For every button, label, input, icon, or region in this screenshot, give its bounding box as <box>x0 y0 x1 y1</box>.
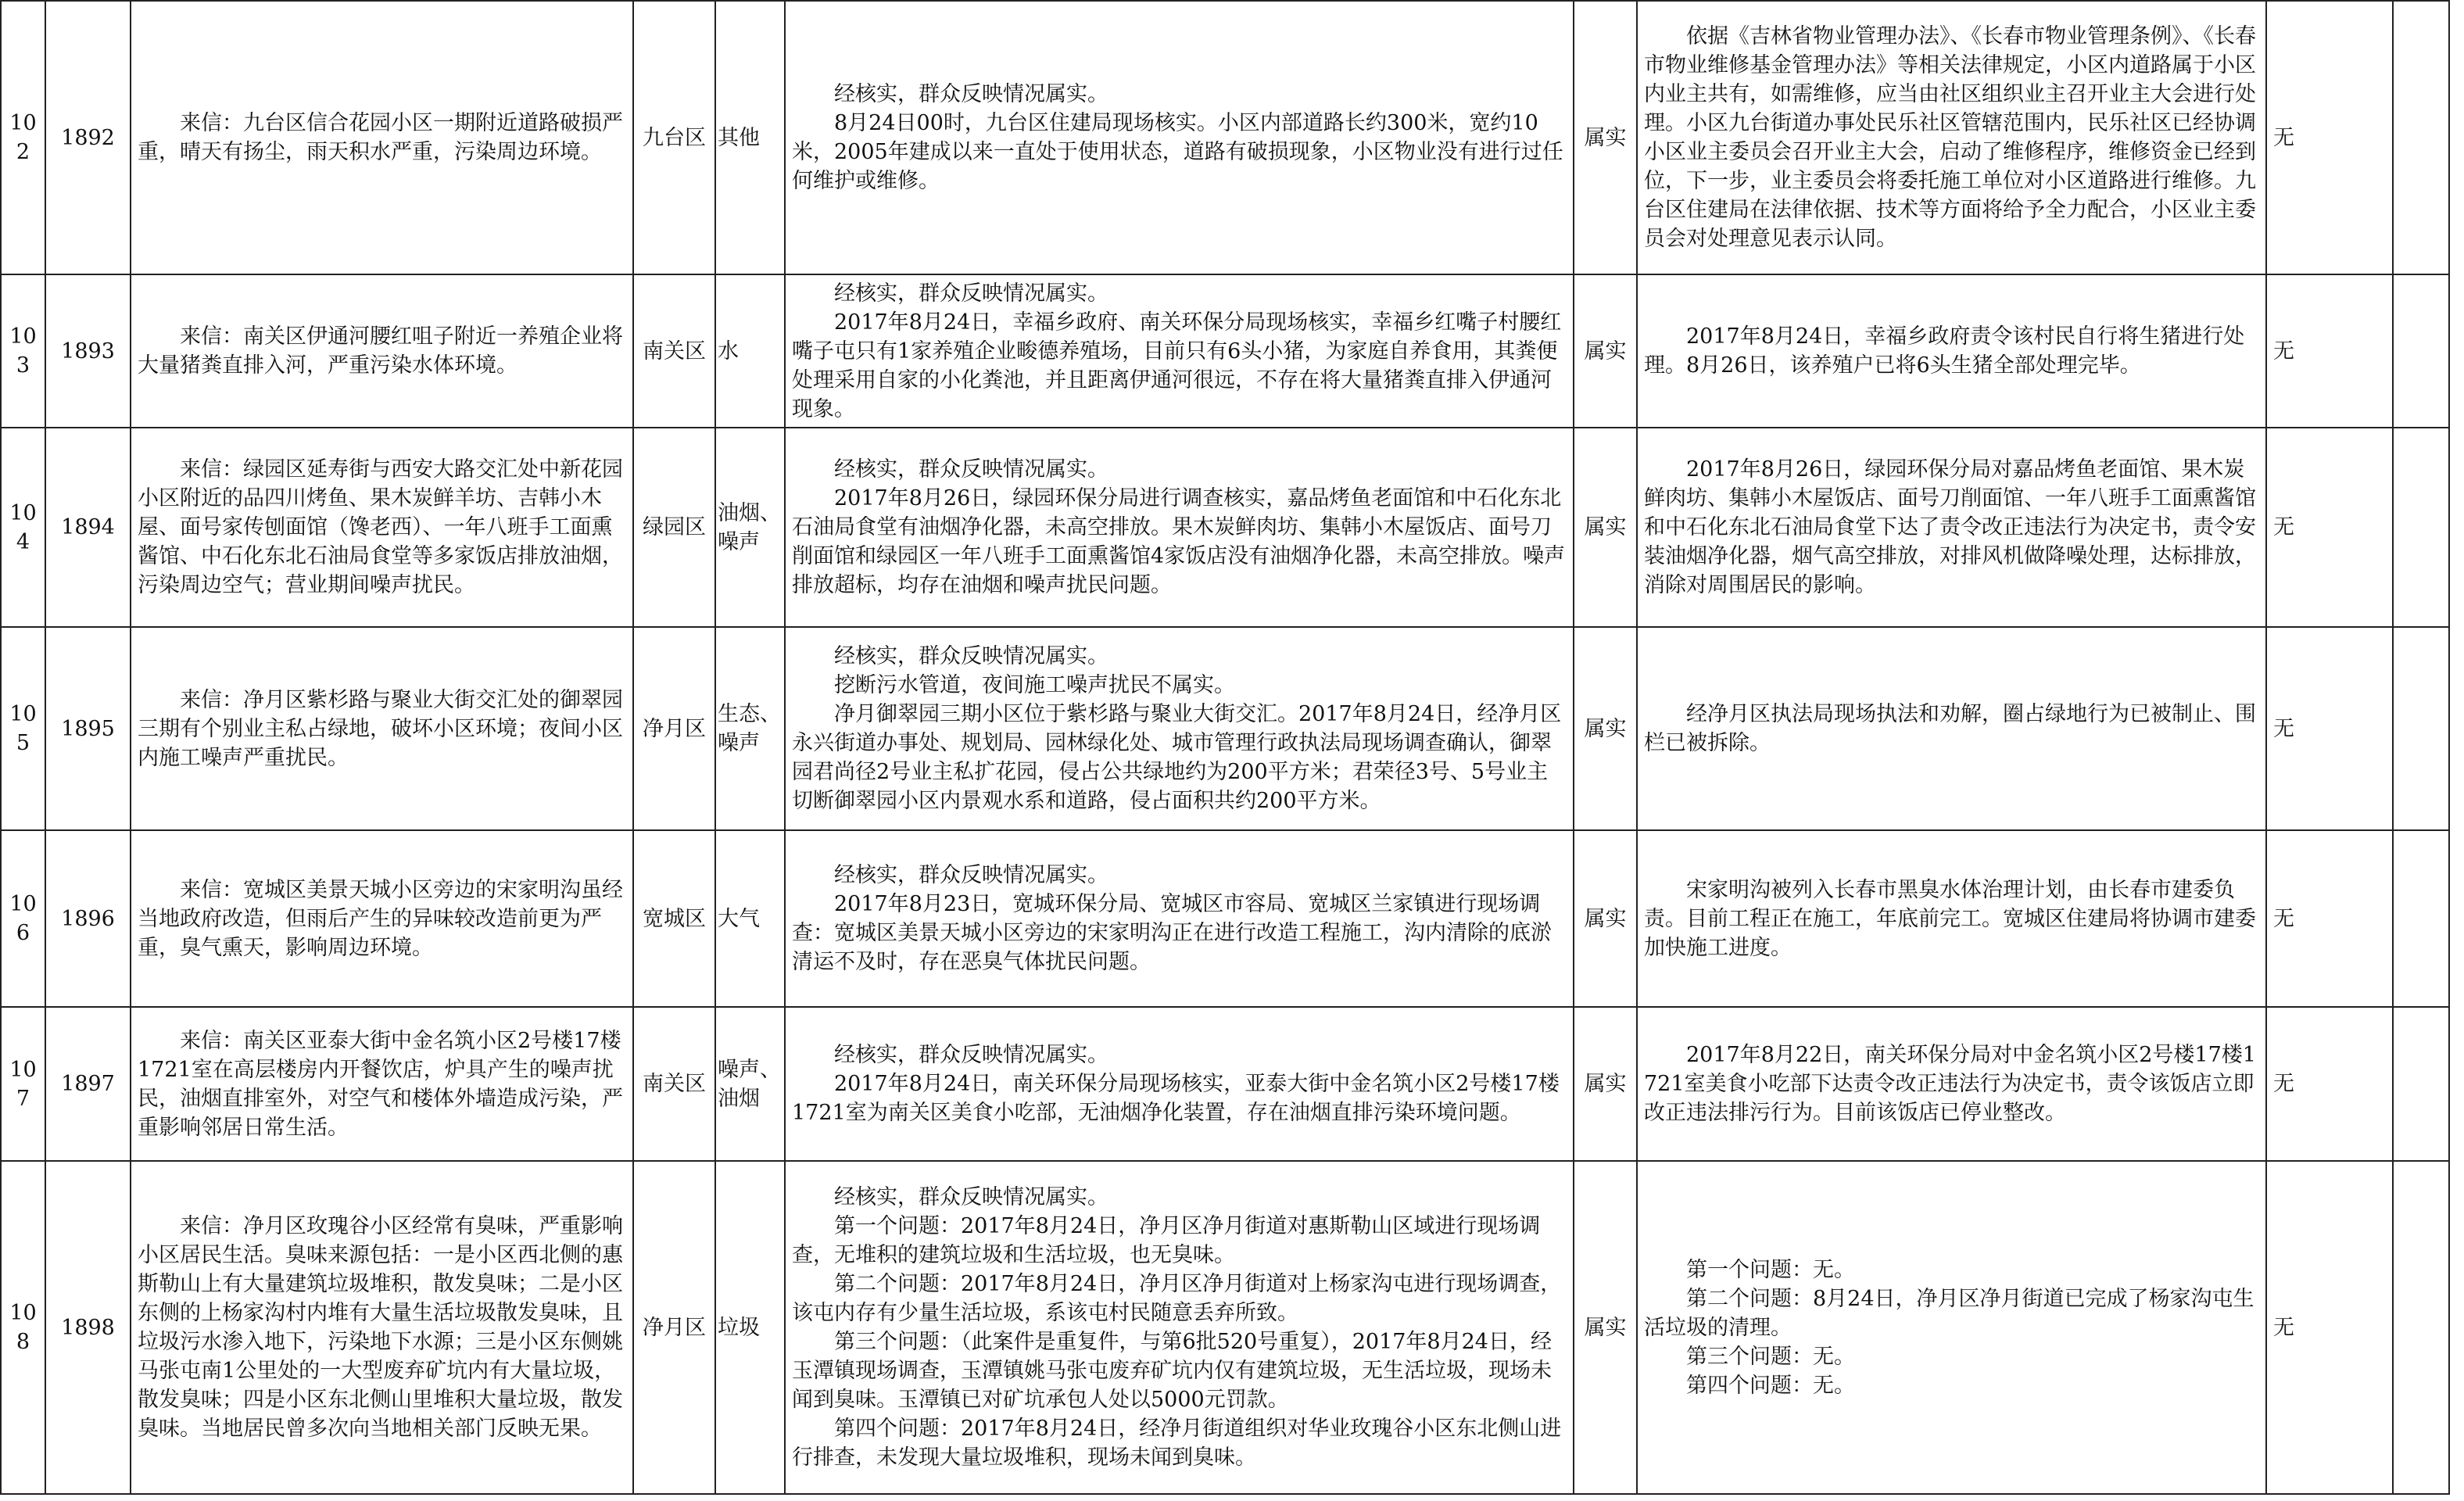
verification-text-line: 第四个问题：2017年8月24日，经净月街道组织对华业玫瑰谷小区东北侧山进行排查，未发现大量垃圾堆积，现场未闻到臭味。 <box>792 1417 1562 1470</box>
accountability-cell: 无 <box>2266 428 2393 627</box>
verification-text <box>785 428 1574 627</box>
handling-text-line: 宋家明沟被列入长春市黑臭水体治理计划，由长春市建委负责。目前工程正在施工，年底前完工。宽城区住建局将协调市建委加快施工进度。 <box>1644 877 2256 960</box>
district-cell: 九台区 <box>633 1 715 274</box>
empty-cell <box>2393 830 2449 1007</box>
accountability-cell: 无 <box>2266 1161 2393 1494</box>
verification-text-line: 经核实，群众反映情况属实。 <box>834 644 1108 668</box>
row-index: 107 <box>1 1007 45 1161</box>
verification-text <box>785 274 1574 428</box>
handling-text-line: 第一个问题：无。 <box>1686 1257 1855 1282</box>
result-cell: 属实 <box>1574 1007 1637 1161</box>
result-cell: 属实 <box>1574 627 1637 830</box>
verification-text <box>785 1 1574 274</box>
verification-text-line: 经核实，群众反映情况属实。 <box>834 281 1108 306</box>
complaint-text: 来信：南关区亚泰大街中金名筑小区2号楼17楼1721室在高层楼房内开餐饮店，炉具产生的噪声扰民，油烟直排室外，对空气和楼体外墙造成污染，严重影响邻居日常生活。 <box>131 1007 633 1161</box>
verification-text-line: 第三个问题：（此案件是重复件，与第6批520号重复），2017年8月24日，经玉潭镇现场调查，玉潭镇姚马张屯废弃矿坑内仅有建筑垃圾，无生活垃圾，现场未闻到臭味。玉潭镇已对矿坑承包人处以5000元罚款。 <box>792 1330 1552 1412</box>
verification-text <box>785 627 1574 830</box>
district-cell: 宽城区 <box>633 830 715 1007</box>
category-cell: 大气 <box>715 830 785 1007</box>
serial-number: 1898 <box>45 1161 131 1494</box>
table-row <box>1 428 2449 627</box>
verification-text-line: 经核实，群众反映情况属实。 <box>834 82 1108 106</box>
handling-text-line: 2017年8月26日，绿园环保分局对嘉品烤鱼老面馆、果木炭鲜肉坊、集韩小木屋饭店、面号刀削面馆、一年八班手工面熏酱馆和中石化东北石油局食堂下达了责令改正违法行为决定书，责令安装油烟净化器，烟气高空排放，对排风机做降噪处理，达标排放，消除对周围居民的影响。 <box>1644 457 2256 597</box>
verification-text-line: 净月御翠园三期小区位于紫杉路与聚业大街交汇。2017年8月24日，经净月区永兴街道办事处、规划局、园林绿化处、城市管理行政执法局现场调查确认，御翠园君尚径2号业主私扩花园，侵占公共绿地约为200平方米；君荣径3号、5号业主切断御翠园小区内景观水系和道路，侵占面积共约200平方米。 <box>792 702 1562 813</box>
category-cell: 垃圾 <box>715 1161 785 1494</box>
handling-text-line: 第四个问题：无。 <box>1686 1373 1855 1398</box>
verification-text-line: 挖断污水管道，夜间施工噪声扰民不属实。 <box>834 673 1235 697</box>
serial-number: 1894 <box>45 428 131 627</box>
verification-text <box>785 830 1574 1007</box>
handling-text-line: 依据《吉林省物业管理办法》、《长春市物业管理条例》、《长春市物业维修基金管理办法》等相关法律规定，小区内道路属于小区内业主共有，如需维修，应当由社区组织业主召开业主大会进行处理。小区九台街道办事处民乐社区管辖范围内，民乐社区已经协调小区业主委员会召开业主大会，启动了维修程序，维修资金已经到位，下一步，业主委员会将委托施工单位对小区道路进行维修。九台区住建局在法律依据、技术等方面将给予全力配合，小区业主委员会对处理意见表示认同。 <box>1644 24 2256 251</box>
verification-text-line: 经核实，群众反映情况属实。 <box>834 1185 1108 1209</box>
category-cell: 生态、噪声 <box>715 627 785 830</box>
table-row <box>1 1161 2449 1494</box>
district-cell: 净月区 <box>633 1161 715 1494</box>
verification-text-line: 2017年8月26日，绿园环保分局进行调查核实，嘉品烤鱼老面馆和中石化东北石油局食堂有油烟净化器，未高空排放。果木炭鲜肉坊、集韩小木屋饭店、面号刀削面馆和绿园区一年八班手工面熏酱馆4家饭店没有油烟净化器，未高空排放。噪声排放超标，均存在油烟和噪声扰民问题。 <box>792 486 1566 597</box>
handling-text-line: 第三个问题：无。 <box>1686 1344 1855 1369</box>
handling-text-line: 经净月区执法局现场执法和劝解，圈占绿地行为已被制止、围栏已被拆除。 <box>1644 702 2256 755</box>
row-index: 108 <box>1 1161 45 1494</box>
empty-cell <box>2393 627 2449 830</box>
result-cell: 属实 <box>1574 1161 1637 1494</box>
accountability-cell: 无 <box>2266 274 2393 428</box>
row-index: 102 <box>1 1 45 274</box>
district-cell: 南关区 <box>633 274 715 428</box>
row-index: 103 <box>1 274 45 428</box>
handling-text <box>1637 428 2266 627</box>
verification-text-line: 2017年8月23日，宽城环保分局、宽城区市容局、宽城区兰家镇进行现场调查：宽城区美景天城小区旁边的宋家明沟正在进行改造工程施工，沟内清除的底淤清运不及时，存在恶臭气体扰民问题。 <box>792 892 1552 974</box>
table-row <box>1 830 2449 1007</box>
complaint-text: 来信：净月区玫瑰谷小区经常有臭味，严重影响小区居民生活。臭味来源包括：一是小区西北侧的惠斯勒山上有大量建筑垃圾堆积，散发臭味；二是小区东侧的上杨家沟村内堆有大量生活垃圾散发臭味，且垃圾污水渗入地下，污染地下水源；三是小区东侧姚马张屯南1公里处的一大型废弃矿坑内有大量垃圾，散发臭味；四是小区东北侧山里堆积大量垃圾，散发臭味。当地居民曾多次向当地相关部门反映无果。 <box>131 1161 633 1494</box>
serial-number: 1897 <box>45 1007 131 1161</box>
accountability-cell: 无 <box>2266 627 2393 830</box>
table-row <box>1 274 2449 428</box>
district-cell: 绿园区 <box>633 428 715 627</box>
verification-text-line: 经核实，群众反映情况属实。 <box>834 457 1108 482</box>
handling-text-line: 2017年8月24日，幸福乡政府责令该村民自行将生猪进行处理。8月26日，该养殖户已将6头生猪全部处理完毕。 <box>1644 324 2245 378</box>
table-row <box>1 1007 2449 1161</box>
verification-text-line: 经核实，群众反映情况属实。 <box>834 863 1108 887</box>
handling-text-line: 2017年8月22日，南关环保分局对中金名筑小区2号楼17楼1721室美食小吃部下达责令改正违法行为决定书，责令该饭店立即改正违法排污行为。目前该饭店已停业整改。 <box>1644 1043 2256 1125</box>
result-cell: 属实 <box>1574 274 1637 428</box>
table-row <box>1 627 2449 830</box>
category-cell: 噪声、油烟 <box>715 1007 785 1161</box>
row-index: 104 <box>1 428 45 627</box>
complaint-text: 来信：净月区紫杉路与聚业大街交汇处的御翠园三期有个别业主私占绿地，破坏小区环境；夜间小区内施工噪声严重扰民。 <box>131 627 633 830</box>
row-index: 106 <box>1 830 45 1007</box>
verification-text-line: 8月24日00时，九台区住建局现场核实。小区内部道路长约300米，宽约10米，2005年建成以来一直处于使用状态，道路有破损现象，小区物业没有进行过任何维护或维修。 <box>792 111 1563 193</box>
handling-text <box>1637 830 2266 1007</box>
complaint-text: 来信：宽城区美景天城小区旁边的宋家明沟虽经当地政府改造，但雨后产生的异味较改造前更为严重，臭气熏天，影响周边环境。 <box>131 830 633 1007</box>
accountability-cell: 无 <box>2266 830 2393 1007</box>
handling-text <box>1637 274 2266 428</box>
empty-cell <box>2393 428 2449 627</box>
handling-text <box>1637 1007 2266 1161</box>
verification-text-line: 第一个问题：2017年8月24日，净月区净月街道对惠斯勒山区域进行现场调查，无堆积的建筑垃圾和生活垃圾，也无臭味。 <box>792 1214 1541 1267</box>
district-cell: 净月区 <box>633 627 715 830</box>
handling-text-line: 第二个问题：8月24日，净月区净月街道已完成了杨家沟屯生活垃圾的清理。 <box>1644 1286 2254 1340</box>
empty-cell <box>2393 1161 2449 1494</box>
row-index: 105 <box>1 627 45 830</box>
verification-text-line: 2017年8月24日，幸福乡政府、南关环保分局现场核实，幸福乡红嘴子村腰红嘴子屯只有1家养殖企业畯德养殖场，目前只有6头小猪，为家庭自养食用，其粪便处理采用自家的小化粪池，并且距离伊通河很远，不存在将大量猪粪直排入伊通河现象。 <box>792 310 1562 421</box>
serial-number: 1896 <box>45 830 131 1007</box>
result-cell: 属实 <box>1574 830 1637 1007</box>
category-cell: 其他 <box>715 1 785 274</box>
empty-cell <box>2393 1 2449 274</box>
handling-text <box>1637 1161 2266 1494</box>
complaint-text: 来信：九台区信合花园小区一期附近道路破损严重，晴天有扬尘，雨天积水严重，污染周边环境。 <box>131 1 633 274</box>
table-row <box>1 1 2449 274</box>
accountability-cell: 无 <box>2266 1 2393 274</box>
verification-text-line: 第二个问题：2017年8月24日，净月区净月街道对上杨家沟屯进行现场调查，该屯内存有少量生活垃圾，系该屯村民随意丢弃所致。 <box>792 1272 1562 1325</box>
table-body <box>1 1 2449 1494</box>
result-cell: 属实 <box>1574 1 1637 274</box>
empty-cell <box>2393 274 2449 428</box>
handling-text <box>1637 1 2266 274</box>
verification-text <box>785 1007 1574 1161</box>
verification-text <box>785 1161 1574 1494</box>
serial-number: 1893 <box>45 274 131 428</box>
serial-number: 1892 <box>45 1 131 274</box>
category-cell: 水 <box>715 274 785 428</box>
verification-text-line: 经核实，群众反映情况属实。 <box>834 1043 1108 1067</box>
serial-number: 1895 <box>45 627 131 830</box>
category-cell: 油烟、噪声 <box>715 428 785 627</box>
district-cell: 南关区 <box>633 1007 715 1161</box>
accountability-cell: 无 <box>2266 1007 2393 1161</box>
empty-cell <box>2393 1007 2449 1161</box>
complaint-text: 来信：南关区伊通河腰红咀子附近一养殖企业将大量猪粪直排入河，严重污染水体环境。 <box>131 274 633 428</box>
result-cell: 属实 <box>1574 428 1637 627</box>
complaint-text: 来信：绿园区延寿街与西安大路交汇处中新花园小区附近的品四川烤鱼、果木炭鲜羊坊、吉韩小木屋、面号家传刨面馆（馋老西）、一年八班手工面熏酱馆、中石化东北石油局食堂等多家饭店排放油烟，污染周边空气；营业期间噪声扰民。 <box>131 428 633 627</box>
handling-text <box>1637 627 2266 830</box>
verification-text-line: 2017年8月24日，南关环保分局现场核实，亚泰大街中金名筑小区2号楼17楼1721室为南关区美食小吃部，无油烟净化装置，存在油烟直排污染环境问题。 <box>792 1072 1560 1125</box>
